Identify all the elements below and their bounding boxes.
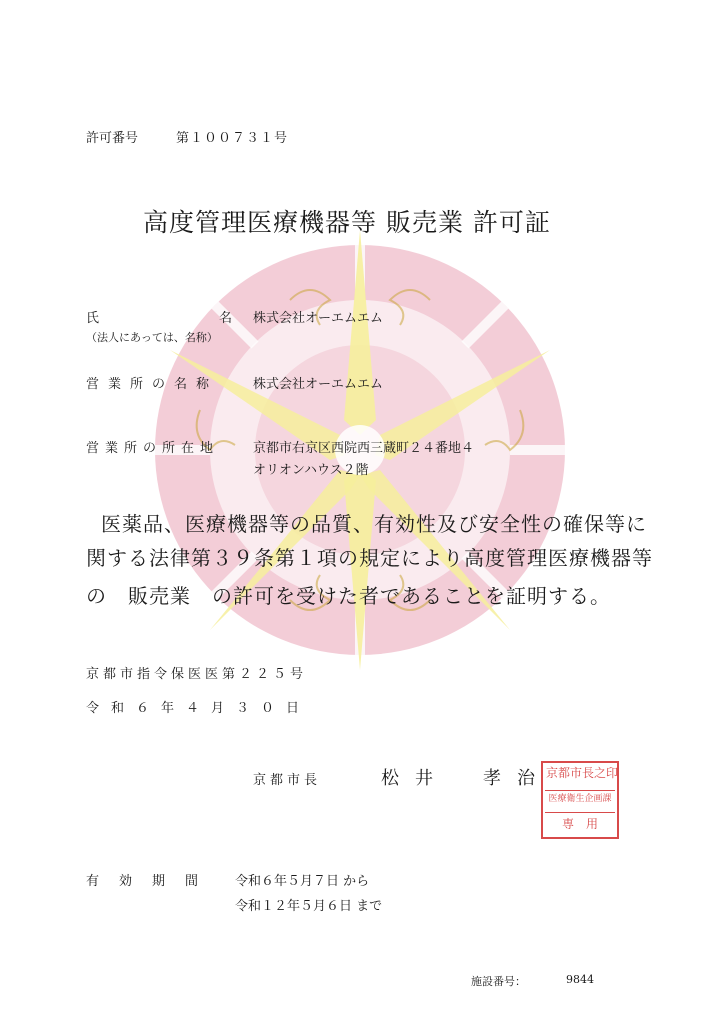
validity-label: 有効期間 bbox=[86, 874, 219, 889]
seal-line-1: 京都市長之印 bbox=[546, 766, 619, 780]
name-value: 株式会社オーエムエム bbox=[253, 311, 384, 326]
validity-to: 令和１２年５月６日 まで bbox=[235, 899, 383, 914]
seal-divider-2 bbox=[545, 812, 615, 813]
statement-line-1: 医薬品、医療機器等の品質、有効性及び安全性の確保等に bbox=[101, 512, 647, 536]
office-name-label: 営業所の名称 bbox=[86, 377, 219, 392]
seal-line-3: 専 用 bbox=[561, 817, 598, 831]
name-label-note: （法人にあっては、名称） bbox=[86, 331, 218, 344]
directive-number: 京都市指令保医医第２２５号 bbox=[86, 667, 308, 682]
office-address-line2: オリオンハウス２階 bbox=[253, 463, 369, 478]
seal-line-2: 医療衛生企画課 bbox=[548, 794, 612, 804]
facility-number-value: 9844 bbox=[566, 973, 594, 986]
permit-number-value: 第１００７３１号 bbox=[176, 131, 289, 146]
name-label-first: 氏 bbox=[86, 311, 100, 326]
statement-line-3: の 販売業 の許可を受けた者であることを証明する。 bbox=[86, 584, 611, 608]
page-title: 高度管理医療機器等 販売業 許可証 bbox=[143, 208, 551, 237]
statement-line-2: 関する法律第３９条第１項の規定により高度管理医療機器等 bbox=[86, 546, 653, 570]
official-seal bbox=[541, 761, 619, 839]
office-address-line1: 京都市右京区西院西三蔵町２４番地４ bbox=[253, 441, 475, 456]
office-name-value: 株式会社オーエムエム bbox=[253, 377, 384, 392]
office-address-label: 営業所の所在地 bbox=[86, 441, 220, 456]
name-label-second: 名 bbox=[219, 311, 233, 326]
mayor-name: 松井 孝治 bbox=[381, 768, 551, 789]
issue-date: 令和６年４月３０日 bbox=[86, 701, 312, 716]
validity-from: 令和６年５月７日 から bbox=[235, 874, 370, 889]
mayor-title: 京都市長 bbox=[253, 773, 322, 788]
facility-number-label: 施設番号： bbox=[471, 975, 526, 988]
seal-divider-1 bbox=[545, 790, 615, 791]
permit-number-label: 許可番号 bbox=[86, 131, 139, 146]
